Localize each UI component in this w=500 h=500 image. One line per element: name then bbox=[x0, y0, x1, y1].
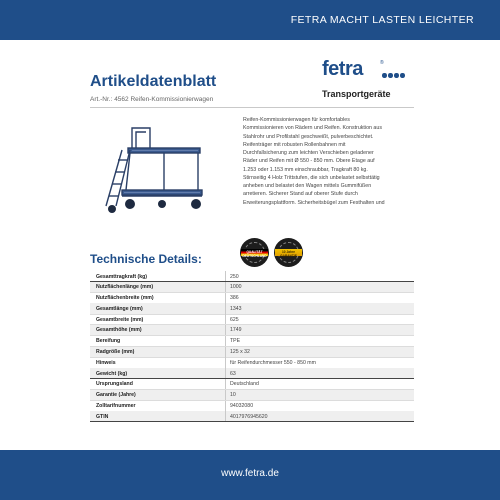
description-line: Reifenträger mit robusten Rollenbahnen mit bbox=[243, 141, 346, 148]
spec-label: Gesamtlänge (mm) bbox=[96, 305, 143, 312]
spec-row bbox=[90, 271, 414, 282]
spec-separator bbox=[225, 282, 226, 293]
spec-value: 386 bbox=[230, 295, 239, 302]
logo-subtitle: Transportgeräte bbox=[322, 89, 391, 99]
spec-separator bbox=[225, 325, 226, 336]
spec-value: 625 bbox=[230, 316, 239, 323]
spec-label: Gesamtbreite (mm) bbox=[96, 316, 144, 323]
spec-separator bbox=[225, 303, 226, 314]
spec-separator bbox=[225, 357, 226, 368]
fetra-logo bbox=[322, 58, 412, 106]
product-image bbox=[92, 120, 212, 220]
product-description bbox=[243, 116, 413, 207]
quality-germany-badge-icon bbox=[240, 238, 269, 267]
spec-separator bbox=[225, 336, 226, 347]
description-line: Stirnseitig 4 Holz Trittstufen, die sich unbelastet selbsttätig bbox=[243, 174, 380, 181]
footer-url[interactable]: www.fetra.de bbox=[221, 468, 279, 479]
spec-separator bbox=[225, 347, 226, 358]
spec-row bbox=[90, 303, 414, 314]
spec-label: Radgröße (mm) bbox=[96, 349, 135, 356]
spec-label: Nutzflächenbreite (mm) bbox=[96, 295, 154, 302]
spec-row bbox=[90, 325, 414, 336]
spec-label: Hinweis bbox=[96, 359, 116, 366]
spec-separator bbox=[225, 314, 226, 325]
spec-label: Gesamttragkraft (kg) bbox=[96, 273, 148, 280]
description-line: Erweiterungsplattform. Sicherheitsbügel zum Festhalten und bbox=[243, 199, 385, 206]
spec-value: 125 x 32 bbox=[230, 349, 250, 356]
spec-separator bbox=[225, 293, 226, 304]
logo-trademark: ® bbox=[380, 60, 384, 66]
spec-label: Zolltarifnummer bbox=[96, 403, 136, 410]
spec-label: Gewicht (kg) bbox=[96, 370, 128, 377]
slogan: FETRA MACHT LASTEN LEICHTER bbox=[290, 14, 474, 26]
description-line: 1.253 oder 1.153 mm einschraubbar, Tragkraft 80 kg. bbox=[243, 166, 368, 173]
badge-warranty-text: 10 Jahre GARANTIE bbox=[280, 250, 297, 258]
spec-row bbox=[90, 336, 414, 347]
spec-value: 63 bbox=[230, 370, 236, 377]
badge-quality-text: QUALITÄT DEUTSCHLAND bbox=[242, 250, 267, 258]
spec-label: Nutzflächenlänge (mm) bbox=[96, 284, 154, 291]
description-line: arretieren. Sicherer Stand auf oberer Stufe durch bbox=[243, 191, 358, 198]
spec-row bbox=[90, 411, 414, 422]
warranty-badge-icon bbox=[274, 238, 303, 267]
top-banner bbox=[0, 0, 500, 40]
spec-label: Ursprungsland bbox=[96, 381, 133, 388]
spec-row bbox=[90, 347, 414, 358]
logo-dots-icon bbox=[382, 73, 405, 78]
header-divider bbox=[90, 107, 414, 108]
spec-value: 1000 bbox=[230, 284, 242, 291]
description-line: Durchfallsicherung zum leichten Verschieben geladener bbox=[243, 150, 374, 156]
spec-value: 4017976945620 bbox=[230, 413, 268, 420]
spec-row bbox=[90, 390, 414, 401]
spec-table bbox=[90, 271, 414, 422]
page-title: Artikeldatenblatt bbox=[90, 73, 217, 90]
spec-row bbox=[90, 314, 414, 325]
spec-value: für Reifendurchmesser 550 - 850 mm bbox=[230, 359, 316, 366]
spec-separator bbox=[225, 379, 226, 390]
technical-details-heading: Technische Details: bbox=[90, 252, 202, 266]
spec-value: 1343 bbox=[230, 305, 242, 312]
spec-value: 94032080 bbox=[230, 403, 254, 410]
spec-value: TPE bbox=[230, 338, 241, 345]
article-number: Art.-Nr.: 4562 Reifen-Kommissionierwagen bbox=[90, 96, 214, 103]
spec-row-line bbox=[90, 421, 414, 422]
spec-separator bbox=[225, 401, 226, 412]
description-line: Räder und Reifen mit Ø 550 - 850 mm. Obere Etage auf bbox=[243, 158, 375, 165]
description-line: anheben und belastet den Wagen mittels Gummifüßen bbox=[243, 183, 372, 189]
spec-row bbox=[90, 401, 414, 412]
spec-label: Garantie (Jahre) bbox=[96, 392, 136, 399]
spec-value: 250 bbox=[230, 273, 239, 280]
spec-label: Bereifung bbox=[96, 338, 121, 345]
spec-separator bbox=[225, 390, 226, 401]
spec-value: Deutschland bbox=[230, 381, 259, 388]
spec-row bbox=[90, 368, 414, 379]
description-line: Stahlrohr und Profilstahl geschweißt, pulverbeschichtet. bbox=[243, 133, 374, 140]
logo-wordmark: fetra bbox=[322, 58, 363, 80]
description-line: Kommissionieren von Rädern und Reifen. Konstruktion aus bbox=[243, 125, 382, 132]
spec-row bbox=[90, 293, 414, 304]
description-line: Reifen-Kommissionierwagen für komfortables bbox=[243, 117, 350, 123]
spec-row bbox=[90, 379, 414, 390]
footer-banner bbox=[0, 450, 500, 500]
spec-row bbox=[90, 357, 414, 368]
spec-value: 1749 bbox=[230, 327, 242, 334]
spec-label: GTIN bbox=[96, 413, 109, 420]
spec-label: Gesamthöhe (mm) bbox=[96, 327, 142, 334]
spec-row bbox=[90, 282, 414, 293]
spec-value: 10 bbox=[230, 392, 236, 399]
